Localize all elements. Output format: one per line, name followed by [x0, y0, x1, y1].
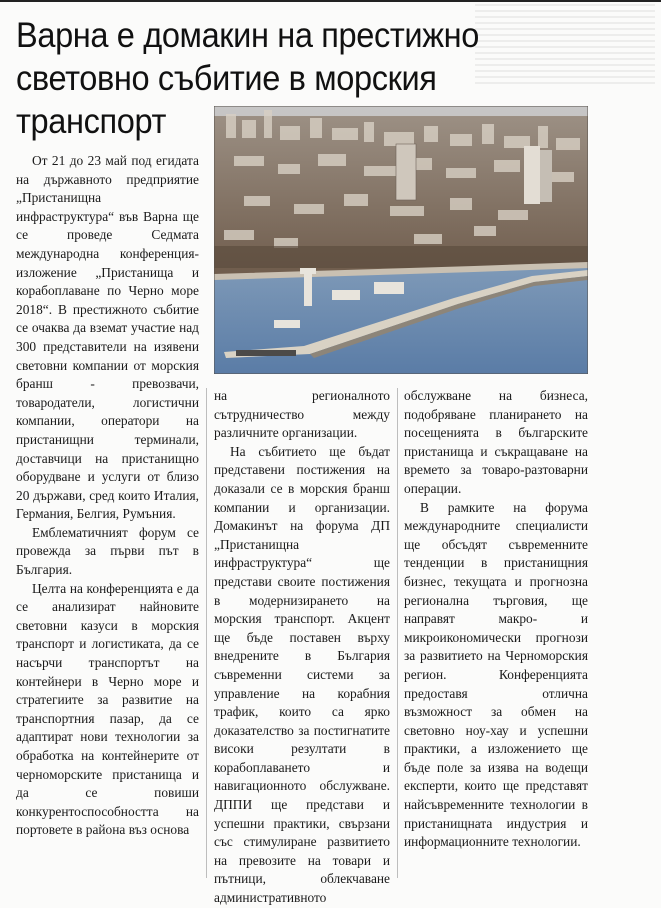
paragraph: обслужване на бизнеса, подобряване планирането на посещенията в българските пристанища и съкращаване на времето за товаро-разтоварни операции. — [404, 388, 588, 496]
article-column-1 — [16, 152, 199, 840]
article-column-2 — [214, 387, 390, 908]
harbor-photo-illustration — [214, 106, 588, 374]
headline-line: Варна е домакин на престижно — [16, 16, 479, 55]
paragraph: От 21 до 23 май под егидата на държавното предприятие „Пристанищна инфраструктура“ във Варна ще се проведе Седмата международна конференция-изложение „Пристанища и корабоплаване по Черно море 2018“. В престижното събитие се очаква да вземат участие над 300 представители на изявени световни компании от морския бранш - превозвачи, товародатели, логистични компании, оператори на пристанищни терминали, доставчици на пристанищно оборудване и услуги от близо 20 държави, сред които Италия, Германия, Белгия, Румъния. — [16, 153, 199, 522]
column-divider — [206, 388, 207, 878]
top-rule — [0, 0, 661, 2]
headline-line: транспорт — [16, 102, 167, 141]
paragraph: Емблематичният форум се провежда за първи път в България. — [16, 524, 199, 578]
paragraph: на регионалното сътрудничество между различните организации. — [214, 388, 390, 441]
article-column-3 — [404, 387, 588, 852]
paragraph: Целта на конференцията е да се анализират найновите световни казуси в морския транспорт и логистиката, да се насърчи транспортът на контейнери в Черно море и стратегиите за развитие на транспортния пазар, да се адаптират нови технологии за обработка на контейнерите от черноморските пристанища и да се повиши конкурентоспособността на портовете в района въз основа — [16, 580, 199, 838]
paragraph: В рамките на форума международните специалисти ще обсъдят съвременните тенденции в пристанищния бизнес, текущата и прогнозна регионална търговия, ще направят макро- и микроикономически прогнози за развитието на Черноморския регион. Конференцията предоставя отлична възможност за обмен на световно ноу-хау и успешни практики, а изложението ще бъде поле за изява на водещи експерти, които ще представят найсъвременните технологии в пристанищната индустрия и информационните технологии. — [404, 499, 588, 850]
harbor-city-photo — [214, 106, 588, 374]
headline-line: световно събитие в морския — [16, 59, 437, 98]
paragraph: На събитието ще бъдат представени постижения на доказали се в морския бранш компании и организации. Домакинът на форума ДП „Пристанищна инфраструктура“ ще представи своите постижения в модернизирането на морския транспорт. Акцент ще бъде поставен върху внедрените в България съвременни системи за управление на корабния трафик, които са ярко доказателство за постигнатите високи резултати в корабоплаването и навигационното обслужване. ДППИ ще представи и успешни практики, свързани със стимулиране развитието на превозите на товари и пътници, облекчаване административното — [214, 443, 390, 906]
column-divider — [397, 388, 398, 878]
